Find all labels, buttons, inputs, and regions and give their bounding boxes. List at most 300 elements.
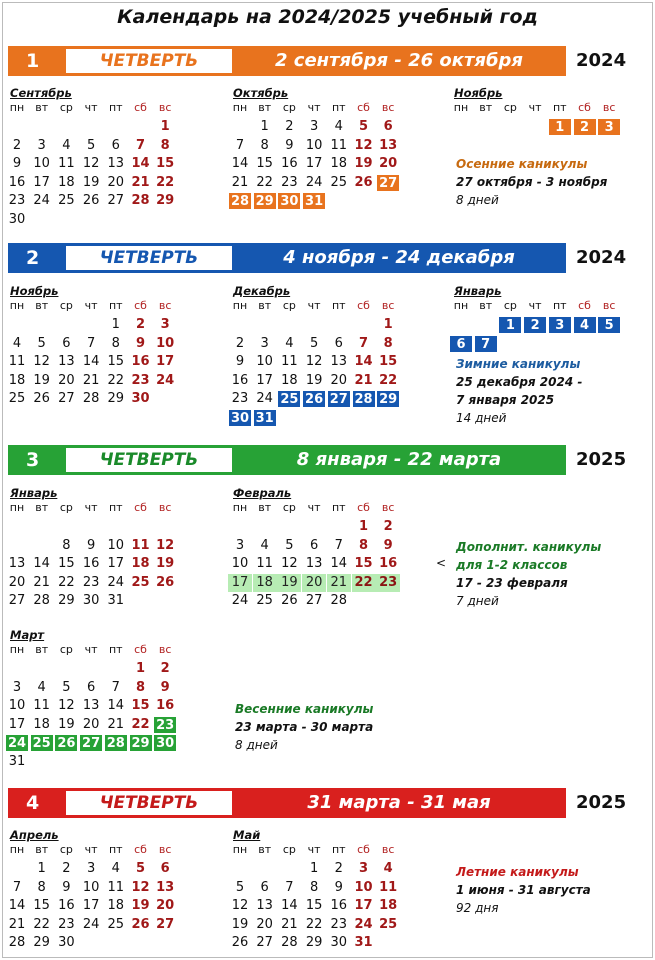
weekday-label: сб [578, 101, 591, 114]
weekday-label: пн [9, 299, 25, 312]
vacation-dates: 23 марта - 30 марта [235, 720, 374, 734]
day-cell: 13 [107, 156, 125, 172]
day-cell: 20 [156, 898, 175, 914]
day-cell: 12 [58, 698, 75, 714]
weekday-label: сб [134, 101, 147, 114]
day-cell: 27 [376, 174, 400, 192]
day-cell: 21 [8, 916, 26, 932]
day-cell: 31 [302, 192, 326, 210]
day-cell: 22 [107, 372, 125, 388]
weekday-label: чт [307, 101, 321, 114]
day-cell: 6 [449, 335, 473, 353]
day-cell: 26 [131, 916, 150, 932]
day-cell: 26 [82, 193, 100, 209]
day-cell: 31 [253, 409, 277, 427]
day-cell: 10 [256, 354, 273, 370]
day-cell: 7 [111, 679, 120, 695]
day-cell: 20 [256, 916, 273, 932]
day-cell: 4 [111, 861, 120, 876]
month-name: Октябрь [233, 86, 289, 100]
day-cell: 12 [156, 537, 175, 553]
month-name: Март [10, 628, 45, 642]
day-cell: 10 [33, 156, 50, 172]
day-cell: 16 [156, 698, 175, 714]
day-cell: 19 [305, 372, 323, 388]
day-cell: 19 [354, 156, 373, 172]
day-cell: 14 [8, 898, 26, 914]
day-cell: 16 [82, 556, 100, 572]
day-cell: 29 [305, 935, 323, 951]
day-cell: 16 [281, 156, 298, 172]
day-cell: 9 [235, 354, 245, 370]
day-cell: 13 [379, 137, 398, 153]
day-cell: 16 [330, 898, 348, 914]
vacation-note [456, 155, 607, 209]
day-cell: 21 [82, 372, 100, 388]
day-cell: 28 [281, 935, 298, 951]
weekday-label: пт [331, 299, 346, 312]
day-cell: 29 [129, 734, 153, 752]
day-cell: 14 [231, 156, 249, 172]
day-cell: 5 [235, 879, 245, 895]
month-name: Апрель [10, 828, 59, 842]
day-cell: 9 [12, 156, 22, 172]
day-cell: 25 [30, 734, 54, 752]
day-cell: 12 [231, 898, 249, 914]
vacation-duration: 14 дней [456, 411, 507, 425]
day-cell: 8 [62, 537, 71, 553]
day-cell: 2 [285, 119, 294, 134]
day-cell: 2 [160, 661, 170, 676]
day-cell: 9 [135, 335, 146, 351]
weekday-label: пн [9, 101, 25, 114]
weekday-label: сб [357, 843, 370, 856]
day-cell: 20 [107, 174, 125, 190]
day-cell: 3 [37, 137, 46, 153]
day-cell: 30 [277, 192, 301, 210]
day-cell: 23 [131, 372, 150, 388]
weekday-label: пт [108, 501, 123, 514]
day-cell: 6 [260, 879, 269, 895]
day-cell: 16 [379, 556, 398, 572]
vacation-title: Зимние каникулы [456, 357, 581, 371]
quarter-label: ЧЕТВЕРТЬ [66, 791, 232, 815]
day-cell: 26 [156, 574, 175, 590]
day-cell: 10 [305, 137, 323, 153]
day-cell: 15 [131, 698, 150, 714]
day-cell: 17 [305, 156, 323, 172]
day-cell: 18 [379, 898, 398, 914]
day-cell: 25 [107, 916, 125, 932]
vacation-dates: 27 октября - 3 ноября [456, 175, 608, 189]
weekday-label: пн [453, 299, 469, 312]
day-cell: 3 [597, 118, 621, 136]
weekday-label: вт [35, 101, 49, 114]
day-cell: 30 [153, 734, 177, 752]
day-cell: 22 [352, 574, 376, 592]
vacation-title: Летние каникулы [456, 865, 579, 879]
vacation-duration: 8 дней [235, 738, 278, 752]
day-cell: 1 [309, 861, 319, 876]
weekday-label: вт [35, 643, 49, 656]
day-cell: 18 [58, 174, 75, 190]
vacation-note [456, 863, 591, 917]
weekday-label: вт [479, 299, 493, 312]
day-cell: 7 [334, 537, 343, 553]
day-cell: 1 [111, 317, 120, 332]
day-cell: 8 [260, 137, 269, 153]
month-name: Декабрь [233, 284, 291, 298]
day-cell: 1 [548, 118, 572, 136]
weekday-label: пн [232, 101, 248, 114]
weekday-label: вс [602, 101, 616, 114]
day-cell: 31 [8, 754, 26, 769]
weekday-label: пн [232, 501, 248, 514]
day-cell: 23 [330, 916, 348, 932]
day-cell: 27 [79, 734, 103, 752]
month-name: Сентябрь [10, 86, 72, 100]
day-cell: 13 [156, 879, 175, 895]
weekday-label: вт [35, 843, 49, 856]
day-cell: 7 [135, 137, 146, 153]
day-cell: 2 [12, 137, 22, 153]
day-cell: 14 [82, 354, 100, 370]
day-cell: 8 [358, 537, 369, 553]
weekday-label: ср [59, 299, 73, 312]
day-cell: 8 [37, 879, 46, 895]
day-cell: 9 [285, 137, 294, 153]
day-cell: 5 [597, 316, 621, 334]
weekday-label: чт [84, 501, 98, 514]
day-cell: 30 [58, 935, 75, 951]
weekday-label: пн [232, 843, 248, 856]
weekday-label: пт [552, 101, 567, 114]
vacation-duration: 7 дней [456, 594, 499, 608]
vacation-subtitle: для 1-2 классов [456, 558, 568, 572]
weekday-label: ср [282, 501, 296, 514]
day-cell: 31 [354, 935, 373, 951]
day-cell: 11 [131, 537, 150, 553]
quarter-bar [8, 788, 566, 818]
day-cell: 9 [383, 537, 393, 553]
day-cell: 26 [281, 593, 298, 609]
day-cell: 20 [330, 372, 348, 388]
day-cell: 3 [160, 317, 170, 332]
vacation-title: Осенние каникулы [456, 157, 588, 171]
quarter-dates: 31 марта - 31 мая [307, 792, 491, 813]
weekday-label: пт [108, 643, 123, 656]
day-cell: 15 [256, 156, 273, 172]
day-cell: 14 [131, 156, 150, 172]
weekday-label: сб [357, 101, 370, 114]
day-cell: 8 [111, 335, 120, 351]
day-cell: 5 [86, 137, 96, 153]
weekday-label: сб [357, 299, 370, 312]
day-cell: 4 [12, 335, 22, 351]
day-cell: 20 [302, 574, 326, 592]
day-cell: 25 [256, 593, 273, 609]
weekday-label: вс [158, 299, 172, 312]
day-cell: 14 [330, 556, 348, 572]
day-cell: 15 [305, 898, 323, 914]
day-cell: 11 [107, 879, 125, 895]
day-cell: 3 [548, 316, 572, 334]
day-cell: 2 [235, 335, 245, 351]
day-cell: 24 [107, 574, 125, 590]
quarter-year: 2024 [576, 50, 627, 71]
weekday-label: чт [84, 643, 98, 656]
vacation-note [456, 538, 601, 610]
day-cell: 24 [5, 734, 29, 752]
weekday-label: вт [258, 299, 272, 312]
quarter-dates: 8 января - 22 марта [296, 449, 502, 470]
weekday-label: вт [258, 101, 272, 114]
day-cell: 5 [358, 119, 369, 134]
day-cell: 12 [354, 137, 373, 153]
quarter-bar [8, 445, 566, 475]
day-cell: 9 [86, 537, 96, 553]
day-cell: 6 [309, 537, 319, 553]
day-cell: 20 [379, 156, 398, 172]
day-cell: 10 [82, 879, 100, 895]
day-cell: 27 [256, 935, 273, 951]
vacation-dates: 7 января 2025 [456, 393, 555, 407]
day-cell: 8 [309, 879, 319, 895]
day-cell: 25 [8, 391, 26, 407]
day-cell: 22 [58, 574, 75, 590]
day-cell: 27 [8, 593, 26, 609]
day-cell: 4 [37, 679, 46, 695]
day-cell: 3 [358, 861, 369, 876]
day-cell: 7 [12, 879, 22, 895]
weekday-label: ср [59, 843, 73, 856]
weekday-label: чт [528, 299, 542, 312]
weekday-label: вс [381, 299, 395, 312]
weekday-label: чт [84, 843, 98, 856]
day-cell: 24 [305, 174, 323, 190]
day-cell: 13 [58, 354, 75, 370]
vacation-dates: 25 декабря 2024 - [456, 375, 583, 389]
day-cell: 18 [281, 372, 298, 388]
weekday-label: пт [108, 299, 123, 312]
day-cell: 9 [160, 679, 170, 695]
day-cell: 18 [330, 156, 348, 172]
day-cell: 12 [131, 879, 150, 895]
day-cell: 5 [135, 861, 146, 876]
day-cell: 22 [156, 174, 175, 190]
day-cell: 6 [160, 861, 170, 876]
pointer-arrow: < [436, 556, 447, 570]
weekday-label: вс [602, 299, 616, 312]
day-cell: 26 [33, 391, 50, 407]
day-cell: 26 [231, 935, 249, 951]
day-cell: 26 [54, 734, 78, 752]
weekday-label: вс [158, 101, 172, 114]
weekday-label: сб [578, 299, 591, 312]
day-cell: 1 [383, 317, 393, 332]
quarter-label: ЧЕТВЕРТЬ [66, 49, 232, 73]
day-cell: 10 [156, 335, 175, 351]
quarter-year: 2024 [576, 247, 627, 268]
day-cell: 4 [260, 537, 269, 553]
day-cell: 7 [358, 335, 369, 351]
day-cell: 5 [62, 679, 71, 695]
quarter-dates: 4 ноября - 24 декабря [283, 247, 515, 268]
quarter-dates: 2 сентября - 26 октября [274, 50, 523, 71]
quarter-number: 3 [26, 449, 40, 471]
day-cell: 18 [8, 372, 26, 388]
day-cell: 27 [156, 916, 175, 932]
day-cell: 27 [305, 593, 323, 609]
quarter-bar [8, 46, 566, 76]
weekday-label: ср [59, 101, 73, 114]
day-cell: 28 [104, 734, 128, 752]
weekday-label: пт [331, 843, 346, 856]
day-cell: 16 [58, 898, 75, 914]
day-cell: 17 [256, 372, 273, 388]
weekday-label: ср [503, 101, 517, 114]
day-cell: 6 [111, 137, 120, 153]
day-cell: 22 [131, 716, 150, 732]
month-name: Ноябрь [454, 86, 503, 100]
day-cell: 10 [231, 556, 249, 572]
day-cell: 3 [86, 861, 96, 876]
day-cell: 29 [107, 391, 125, 407]
day-cell: 20 [82, 716, 100, 732]
day-cell: 30 [131, 391, 150, 407]
weekday-label: ср [282, 299, 296, 312]
day-cell: 18 [107, 898, 125, 914]
page-title: Календарь на 2024/2025 учебный год [117, 6, 538, 28]
day-cell: 19 [231, 916, 249, 932]
day-cell: 22 [256, 174, 273, 190]
month-name: Январь [10, 486, 58, 500]
day-cell: 28 [352, 390, 376, 408]
day-cell: 19 [131, 898, 150, 914]
day-cell: 2 [135, 317, 146, 332]
day-cell: 29 [33, 935, 50, 951]
day-cell: 10 [8, 698, 26, 714]
weekday-label: вс [158, 643, 172, 656]
quarter-number: 2 [26, 247, 40, 269]
day-cell: 8 [383, 335, 393, 351]
weekday-label: чт [528, 101, 542, 114]
day-cell: 18 [253, 574, 277, 592]
day-cell: 31 [107, 593, 125, 609]
weekday-label: пн [232, 299, 248, 312]
quarter-number: 1 [26, 50, 40, 72]
day-cell: 21 [231, 174, 249, 190]
weekday-label: пн [453, 101, 469, 114]
day-cell: 1 [358, 519, 369, 534]
day-cell: 19 [58, 716, 75, 732]
day-cell: 4 [285, 335, 294, 351]
day-cell: 11 [379, 879, 398, 895]
day-cell: 28 [8, 935, 26, 951]
day-cell: 22 [379, 372, 398, 388]
day-cell: 14 [33, 556, 50, 572]
day-cell: 23 [82, 574, 100, 590]
day-cell: 23 [376, 574, 400, 592]
day-cell: 3 [260, 335, 269, 351]
day-cell: 8 [160, 137, 170, 153]
day-cell: 23 [281, 174, 298, 190]
month-name: Ноябрь [10, 284, 59, 298]
day-cell: 30 [8, 212, 26, 227]
day-cell: 10 [107, 537, 125, 553]
day-cell: 21 [33, 574, 50, 590]
day-cell: 23 [8, 193, 26, 209]
weekday-label: ср [59, 501, 73, 514]
vacation-title: Дополнит. каникулы [456, 540, 602, 554]
day-cell: 1 [37, 861, 46, 876]
day-cell: 11 [58, 156, 75, 172]
day-cell: 6 [62, 335, 71, 351]
day-cell: 19 [277, 574, 301, 592]
day-cell: 17 [107, 556, 125, 572]
day-cell: 18 [33, 716, 50, 732]
day-cell: 23 [231, 391, 249, 407]
day-cell: 21 [131, 174, 150, 190]
day-cell: 30 [228, 409, 252, 427]
weekday-label: пт [552, 299, 567, 312]
month-name: Февраль [233, 486, 292, 500]
vacation-duration: 8 дней [456, 193, 499, 207]
weekday-label: сб [357, 501, 370, 514]
weekday-label: пн [9, 643, 25, 656]
weekday-label: вс [381, 843, 395, 856]
day-cell: 4 [62, 137, 71, 153]
quarter-label: ЧЕТВЕРТЬ [66, 448, 232, 472]
day-cell: 24 [33, 193, 50, 209]
day-cell: 14 [354, 354, 373, 370]
day-cell: 12 [33, 354, 50, 370]
day-cell: 2 [334, 861, 343, 876]
weekday-label: пн [9, 501, 25, 514]
day-cell: 12 [82, 156, 100, 172]
day-cell: 17 [8, 716, 26, 732]
day-cell: 16 [131, 354, 150, 370]
day-cell: 25 [58, 193, 75, 209]
day-cell: 23 [153, 716, 177, 734]
quarter-label: ЧЕТВЕРТЬ [66, 246, 232, 270]
weekday-label: пн [9, 843, 25, 856]
day-cell: 25 [379, 916, 398, 932]
day-cell: 1 [160, 119, 170, 134]
day-cell: 5 [285, 537, 294, 553]
day-cell: 30 [330, 935, 348, 951]
day-cell: 21 [281, 916, 298, 932]
day-cell: 14 [281, 898, 298, 914]
day-cell: 27 [327, 390, 351, 408]
weekday-label: вт [258, 843, 272, 856]
weekday-label: ср [282, 101, 296, 114]
day-cell: 4 [383, 861, 393, 876]
quarter-bar [8, 243, 566, 273]
month-name: Май [233, 828, 261, 842]
day-cell: 1 [260, 119, 269, 134]
day-cell: 15 [58, 556, 75, 572]
day-cell: 6 [86, 679, 96, 695]
vacation-duration: 92 дня [456, 901, 499, 915]
day-cell: 24 [354, 916, 373, 932]
day-cell: 15 [379, 354, 398, 370]
vacation-dates: 17 - 23 февраля [456, 576, 568, 590]
day-cell: 25 [131, 574, 150, 590]
day-cell: 15 [354, 556, 373, 572]
day-cell: 24 [231, 593, 249, 609]
day-cell: 7 [474, 335, 498, 353]
